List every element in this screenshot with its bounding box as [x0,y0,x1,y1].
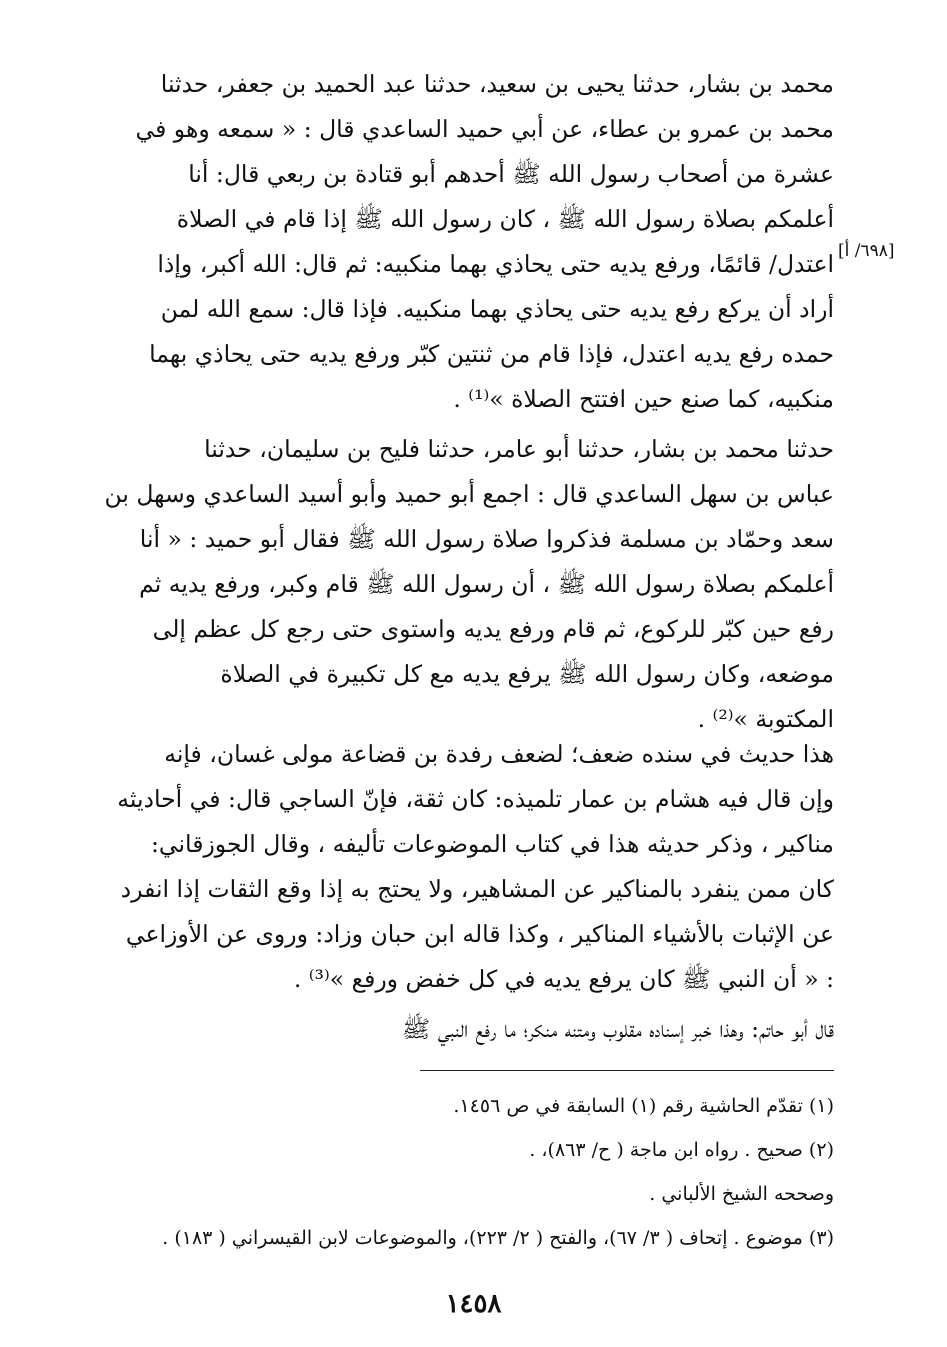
text-line: عن الإثبات بالأشياء المناكير ، وكذا قاله ابن حبان وزاد: وروى عن الأوزاعي [125,920,834,948]
footnote-1: (١) تقدّم الحاشية رقم (١) السابقة في ص ١٤٥٦. [453,1095,834,1117]
paragraph-4 [96,1007,834,1052]
footnote-2-continuation: وصححه الشيخ الألباني . [649,1183,834,1205]
text-line: هذا حديث في سنده ضعف؛ لضعف رفدة بن قضاعة مولى غسان، فإنه [164,740,834,768]
text-line: المكتوبة »⁽²⁾ . [697,705,834,733]
text-line: عشرة من أصحاب رسول الله ﷺ أحدهم أبو قتادة بن ربعي قال: أنا [188,160,834,188]
page-number: ١٤٥٨ [445,1289,502,1319]
text-line: سعد وحمّاد بن مسلمة فذكروا صلاة رسول الله ﷺ فقال أبو حميد : « أنا [139,525,834,553]
text-line: منكبيه، كما صنع حين افتتح الصلاة »⁽¹⁾ . [453,385,834,413]
footnote-divider [420,1070,834,1071]
text-line: موضعه، وكان رسول الله ﷺ يرفع يديه مع كل تكبيرة في الصلاة [220,660,834,688]
text-line: كان ممن ينفرد بالمناكير عن المشاهير، ولا يحتج به إذا وقع الثقات إذا انفرد [120,875,834,903]
footnote-2: (٢) صحيح . رواه ابن ماجة ( ح/ ٨٦٣)، . [529,1139,834,1161]
text-line: اعتدل/ قائمًا، ورفع يديه حتى يحاذي بهما منكبيه: ثم قال: الله أكبر، وإذا [157,250,834,278]
paragraph-3 [96,732,834,1002]
text-line: محمد بن بشار، حدثنا يحيى بن سعيد، حدثنا عبد الحميد بن جعفر، حدثنا [160,70,834,98]
manuscript-folio-reference: [٦٩٨/ أ] [838,241,895,261]
paragraph-1 [96,62,834,422]
text-line: رفع حين كبّر للركوع، ثم قام ورفع يديه واستوى حتى رجع كل عظم إلى [152,615,834,643]
text-line: مناكير ، وذكر حديثه هذا في كتاب الموضوعات تأليفه ، وقال الجوزقاني: [151,830,834,858]
text-line: محمد بن عمرو بن عطاء، عن أبي حميد الساعدي قال : « سمعه وهو في [135,115,834,143]
text-line: قال أبو حاتم: وهذا خبر إسناده مقلوب ومتنه منكر؛ ما رفع النبي ﷺ [401,1015,834,1043]
paragraph-2 [96,427,834,742]
text-line: أعلمكم بصلاة رسول الله ﷺ ، أن رسول الله ﷺ قام وكبر، ورفع يديه ثم [139,570,834,598]
text-line: : « أن النبي ﷺ كان يرفع يديه في كل خفض ورفع »⁽³⁾ . [293,965,834,993]
text-line: حدثنا محمد بن بشار، حدثنا أبو عامر، حدثنا فليح بن سليمان، حدثنا [204,435,834,463]
text-line: أراد أن يركع رفع يديه حتى يحاذي بهما منكبيه. فإذا قال: سمع الله لمن [160,295,834,323]
text-line: أعلمكم بصلاة رسول الله ﷺ ، كان رسول الله ﷺ إذا قام في الصلاة [176,205,834,233]
text-line: عباس بن سهل الساعدي قال : اجمع أبو حميد وأبو أسيد الساعدي وسهل بن [104,480,834,508]
footnote-3: (٣) موضوع . إتحاف ( ٣/ ٦٧)، والفتح ( ٢/ ٢٢٣)، والموضوعات لابن القيسراني ( ١٨٣) . [162,1227,834,1249]
text-line: وإن قال فيه هشام بن عمار تلميذه: كان ثقة، فإنّ الساجي قال: في أحاديثه [117,785,834,813]
text-line: حمده رفع يديه اعتدل، فإذا قام من ثنتين كبّر ورفع يديه حتى يحاذي بهما [149,340,834,368]
